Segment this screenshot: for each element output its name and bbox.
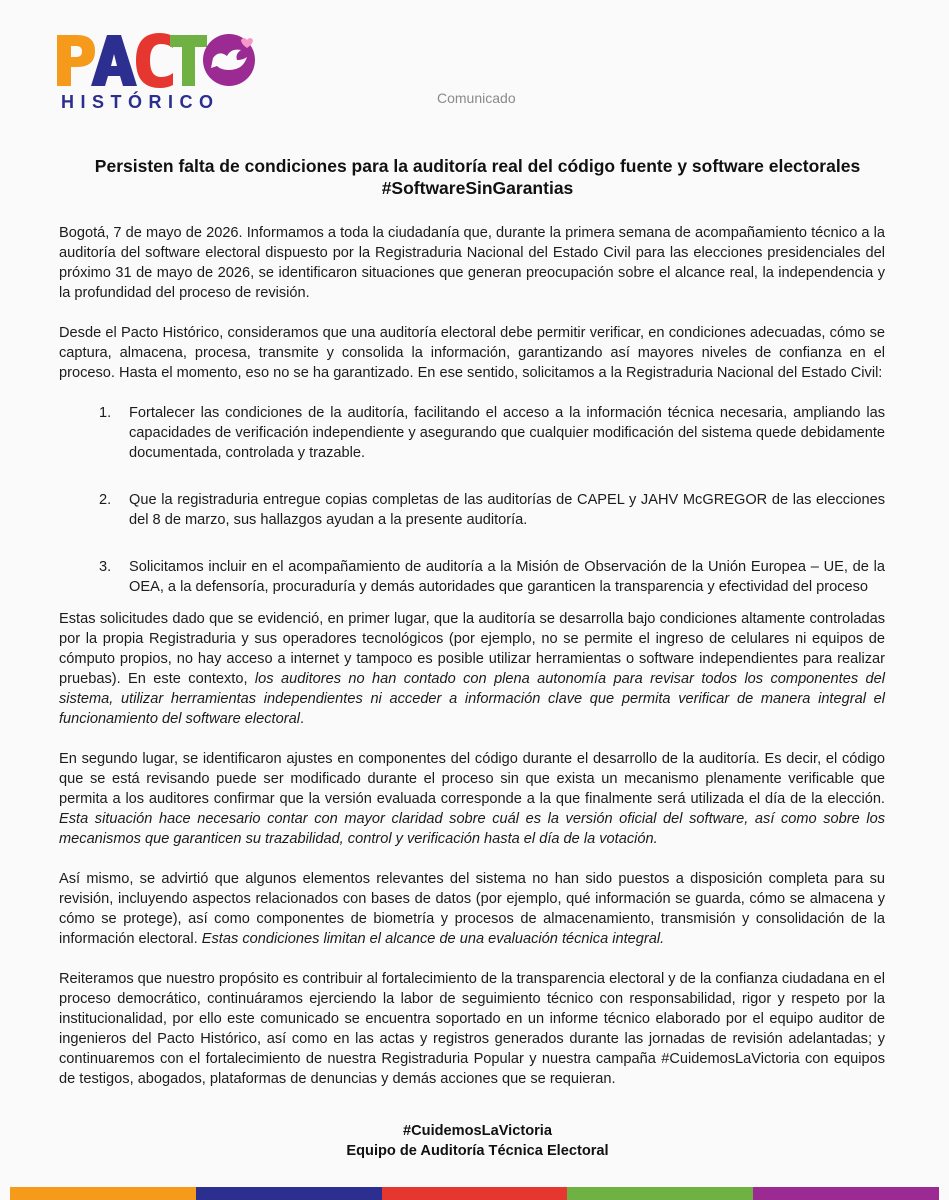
logo-subtitle: HISTÓRICO [61,92,220,112]
paragraph-text: . [299,711,304,727]
list-item-number: 2. [99,492,112,508]
document-title [40,155,915,199]
footer-stripe-green [567,1187,753,1200]
paragraph-closing: Reiteramos que nuestro propósito es contribuir al fortalecimiento de la transparencia electoral y de la confianza ciudadana en el proceso democrático, continuáramos ejerciendo la labor de seguimiento técnico con responsabilidad, rigor y respeto por la institucionalidad, por ello este comunicado se encuentra soportado en un informe técnico elaborado por el equipo auditor de ingenieros del Pacto Histórico, así como en las actas y registros generados durante las jornadas de revisión adelantadas; y continuaremos con el fortalecimiento de nuestra Registraduria Popular y nuestra campaña #CuidemosLaVictoria con equipos de testigos, abogados, plataformas de denuncias y demás acciones que se requieran. [59,971,885,1087]
footer-color-bar [10,1187,939,1200]
paragraph-text: En segundo lugar, se identificaron ajustes en componentes del código durante el desarrollo de la auditoría. Es decir, el código que se está revisando puede ser modificado durante el proceso sin que exista un mecanismo plenamente verificable que permita a los auditores confirmar que la versión evaluada corresponde a la que finalmente será utilizada el día de la elección. [59,751,885,807]
list-item-text: Fortalecer las condiciones de la auditoría, facilitando el acceso a la información técnica necesaria, ampliando las capacidades de verificación independiente y asegurando que cualquier modificación del sistema quede debidamente documentada, controlada y trazable. [129,405,885,461]
paragraph-position: Desde el Pacto Histórico, consideramos que una auditoría electoral debe permitir verificar, en condiciones adecuadas, cómo se captura, almacena, procesa, transmite y consolida la información, garantizando así mayores niveles de confianza en el proceso. Hasta el momento, eso no se ha garantizado. En ese sentido, solicitamos a la Registraduria Nacional del Estado Civil: [59,325,885,381]
list-item-number: 1. [99,405,112,421]
paragraph-text: Estas solicitudes dado que se evidenció, en primer lugar, que la auditoría se desarrolla bajo condiciones altamente controladas por la propia Registraduria y sus operadores tecnológicos (por ejemplo, no se permite el ingreso de celulares ni equipos de cómputo propios, no hay acceso a internet y tampoco es posible utilizar herramientas o software independientes para realizar pruebas). En este contexto, [59,611,885,687]
footer-stripe-magenta [753,1187,939,1200]
list-item-number: 3. [99,559,112,575]
list-item [59,557,885,597]
pacto-historico-logo [55,30,260,112]
title-hashtag: #SoftwareSinGarantias [381,178,574,198]
requests-list [59,403,885,597]
list-item [59,403,885,463]
paragraph-intro: Bogotá, 7 de mayo de 2026. Informamos a toda la ciudadanía que, durante la primera semana de acompañamiento técnico a la auditoría del software electoral dispuesto por la Registraduria Nacional del Estado Civil para las elecciones presidenciales del próximo 31 de mayo de 2026, se identificaron situaciones que generan preocupación sobre el alcance real, la independencia y la profundidad del proceso de revisión. [59,225,885,301]
paragraph-third-finding [59,869,885,949]
document-body [59,223,885,1089]
list-item-text: Solicitamos incluir en el acompañamiento de auditoría a la Misión de Observación de la Unión Europea – UE, de la OEA, a la defensoría, procuraduría y demás autoridades que garanticen la transparencia y efectividad del proceso [129,559,885,595]
signature-team: Equipo de Auditoría Técnica Electoral [346,1143,609,1159]
paragraph-emphasis: los auditores no han contado con plena autonomía para revisar todos los componentes del sistema, utilizar herramientas independientes ni acceder a información clave que permita verificar de manera integral el funcionamiento del software electoral [59,671,885,727]
paragraph-first-finding [59,609,885,729]
signature-hashtag: #CuidemosLaVictoria [403,1123,552,1139]
title-line: Persisten falta de condiciones para la auditoría real del código fuente y software electorales [94,156,861,176]
footer-stripe-blue [196,1187,382,1200]
footer-stripe-orange [10,1187,196,1200]
paragraph-second-finding [59,749,885,849]
paragraph-emphasis: Esta situación hace necesario contar con mayor claridad sobre cuál es la versión oficial del software, así como sobre los mecanismos que garanticen su trazabilidad, control y verificación hasta el día de la votación. [59,811,885,847]
paragraph-text: Así mismo, se advirtió que algunos elementos relevantes del sistema no han sido puestos a disposición completa para su revisión, incluyendo aspectos relacionados con bases de datos (por ejemplo, qué información se guarda, cómo se almacena y cómo se protege), así como componentes de biometría y procesos de almacenamiento, transmisión y consolidación de la información electoral. [59,871,885,947]
paragraph-emphasis: Estas condiciones limitan el alcance de una evaluación técnica integral. [201,931,665,947]
list-item [59,490,885,530]
signature-block [40,1121,915,1161]
list-item-text: Que la registraduria entregue copias completas de las auditorías de CAPEL y JAHV McGREGOR de las elecciones del 8 de marzo, sus hallazgos ayudan a la presente auditoría. [129,492,885,528]
document-type-label: Comunicado [437,90,516,106]
footer-stripe-red [382,1187,568,1200]
